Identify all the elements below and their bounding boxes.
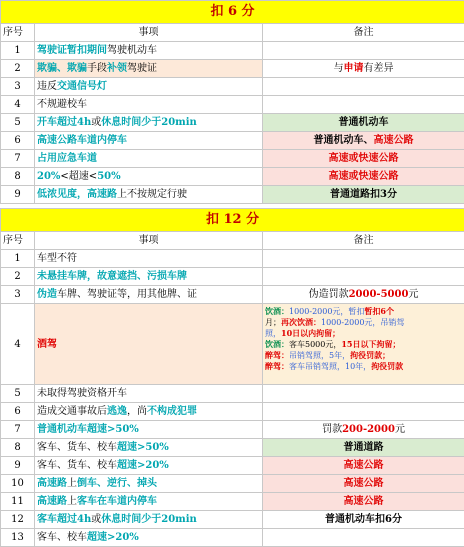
table-row — [1, 132, 464, 150]
row-no: 6 — [1, 132, 35, 150]
row-no: 5 — [1, 114, 35, 132]
row-item: 车型不符 — [35, 250, 263, 268]
row-no: 9 — [1, 186, 35, 204]
row-note: 普通机动车 — [263, 114, 464, 132]
table-row — [1, 250, 464, 268]
row-no: 12 — [1, 511, 35, 529]
table-row — [1, 96, 464, 114]
row-no: 9 — [1, 457, 35, 475]
section1-title: 扣 6 分 — [1, 1, 464, 24]
table-row — [1, 60, 464, 78]
row-no: 13 — [1, 529, 35, 547]
row-no: 1 — [1, 42, 35, 60]
row-no: 4 — [1, 96, 35, 114]
row-note — [263, 268, 464, 286]
row-no: 2 — [1, 60, 35, 78]
section2-title: 扣 12 分 — [1, 209, 464, 232]
row-item: 欺骗、欺骗手段补领驾驶证 — [35, 60, 263, 78]
row-note — [263, 403, 464, 421]
table-row — [1, 403, 464, 421]
row-note: 罚款200-2000元 — [263, 421, 464, 439]
table-row — [1, 42, 464, 60]
row-no: 7 — [1, 421, 35, 439]
col-note-header: 备注 — [263, 24, 464, 42]
table-row — [1, 421, 464, 439]
row-note: 伪造罚款2000-5000元 — [263, 286, 464, 304]
table-row — [1, 150, 464, 168]
row-item: 客车、校车超速>20% — [35, 529, 263, 547]
col-item-header: 事项 — [35, 24, 263, 42]
row-item: 占用应急车道 — [35, 150, 263, 168]
table-row — [1, 304, 464, 385]
row-note — [263, 385, 464, 403]
row-item: 20%<超速<50% — [35, 168, 263, 186]
row-note: 普通机动车扣6分 — [263, 511, 464, 529]
row-no: 7 — [1, 150, 35, 168]
section1-header-row — [1, 24, 464, 42]
row-note: 高速或快速公路 — [263, 150, 464, 168]
row-no: 3 — [1, 78, 35, 96]
row-item: 高速路上倒车、逆行、掉头 — [35, 475, 263, 493]
row-item: 未悬挂车牌，故意遮挡、污损车牌 — [35, 268, 263, 286]
row-note: 高速公路 — [263, 457, 464, 475]
table-row — [1, 511, 464, 529]
drink-driving-note: 饮酒：1000-2000元，暂扣暂扣6个 月；再次饮酒：1000-2000元，吊销驾 照，10日以内拘留； 饮酒：客车5000元，15日以下拘留； 醉驾：吊销驾照，5年，拘役罚款； 醉驾：客车吊销驾照，10年，拘役罚款 — [263, 304, 464, 385]
row-note: 高速公路 — [263, 493, 464, 511]
row-note — [263, 96, 464, 114]
col-no-header: 序号 — [1, 24, 35, 42]
row-no: 1 — [1, 250, 35, 268]
row-no: 10 — [1, 475, 35, 493]
row-no: 2 — [1, 268, 35, 286]
row-note: 普通机动车、高速公路 — [263, 132, 464, 150]
row-note — [263, 250, 464, 268]
col-note-header: 备注 — [263, 232, 464, 250]
row-note: 普通道路扣3分 — [263, 186, 464, 204]
row-item: 伪造车牌、驾驶证等，用其他牌、证 — [35, 286, 263, 304]
row-no: 5 — [1, 385, 35, 403]
row-item: 酒驾 — [35, 304, 263, 385]
row-no: 6 — [1, 403, 35, 421]
row-no: 8 — [1, 168, 35, 186]
table-row — [1, 186, 464, 204]
table-row — [1, 78, 464, 96]
row-note: 与申请有差异 — [263, 60, 464, 78]
row-item: 造成交通事故后逃逸，尚不构成犯罪 — [35, 403, 263, 421]
table-row — [1, 286, 464, 304]
table-row — [1, 268, 464, 286]
row-note: 普通道路 — [263, 439, 464, 457]
row-no: 3 — [1, 286, 35, 304]
row-item: 普通机动车超速>50% — [35, 421, 263, 439]
row-item: 高速公路车道内停车 — [35, 132, 263, 150]
row-item: 驾驶证暂扣期间驾驶机动车 — [35, 42, 263, 60]
row-note — [263, 42, 464, 60]
row-item: 未取得驾驶资格开车 — [35, 385, 263, 403]
row-item: 不规避校车 — [35, 96, 263, 114]
table-row — [1, 529, 464, 547]
row-note: 高速或快速公路 — [263, 168, 464, 186]
col-no-header: 序号 — [1, 232, 35, 250]
table-row — [1, 457, 464, 475]
section2-header-row — [1, 232, 464, 250]
row-note: 高速公路 — [263, 475, 464, 493]
table-row — [1, 385, 464, 403]
row-no: 11 — [1, 493, 35, 511]
row-item: 违反交通信号灯 — [35, 78, 263, 96]
row-no: 4 — [1, 304, 35, 385]
table-row — [1, 114, 464, 132]
table-row — [1, 475, 464, 493]
col-item-header: 事项 — [35, 232, 263, 250]
row-item: 高速路上客车在车道内停车 — [35, 493, 263, 511]
table-row — [1, 493, 464, 511]
row-item: 开车超过4h或休息时间少于20min — [35, 114, 263, 132]
table-row — [1, 168, 464, 186]
row-item: 低浓见度，高速路上不按规定行驶 — [35, 186, 263, 204]
row-item: 客车、货车、校车超速>20% — [35, 457, 263, 475]
row-note — [263, 78, 464, 96]
row-note — [263, 529, 464, 547]
row-no: 8 — [1, 439, 35, 457]
row-item: 客车超过4h或休息时间少于20min — [35, 511, 263, 529]
row-item: 客车、货车、校车超速>50% — [35, 439, 263, 457]
table-row — [1, 439, 464, 457]
